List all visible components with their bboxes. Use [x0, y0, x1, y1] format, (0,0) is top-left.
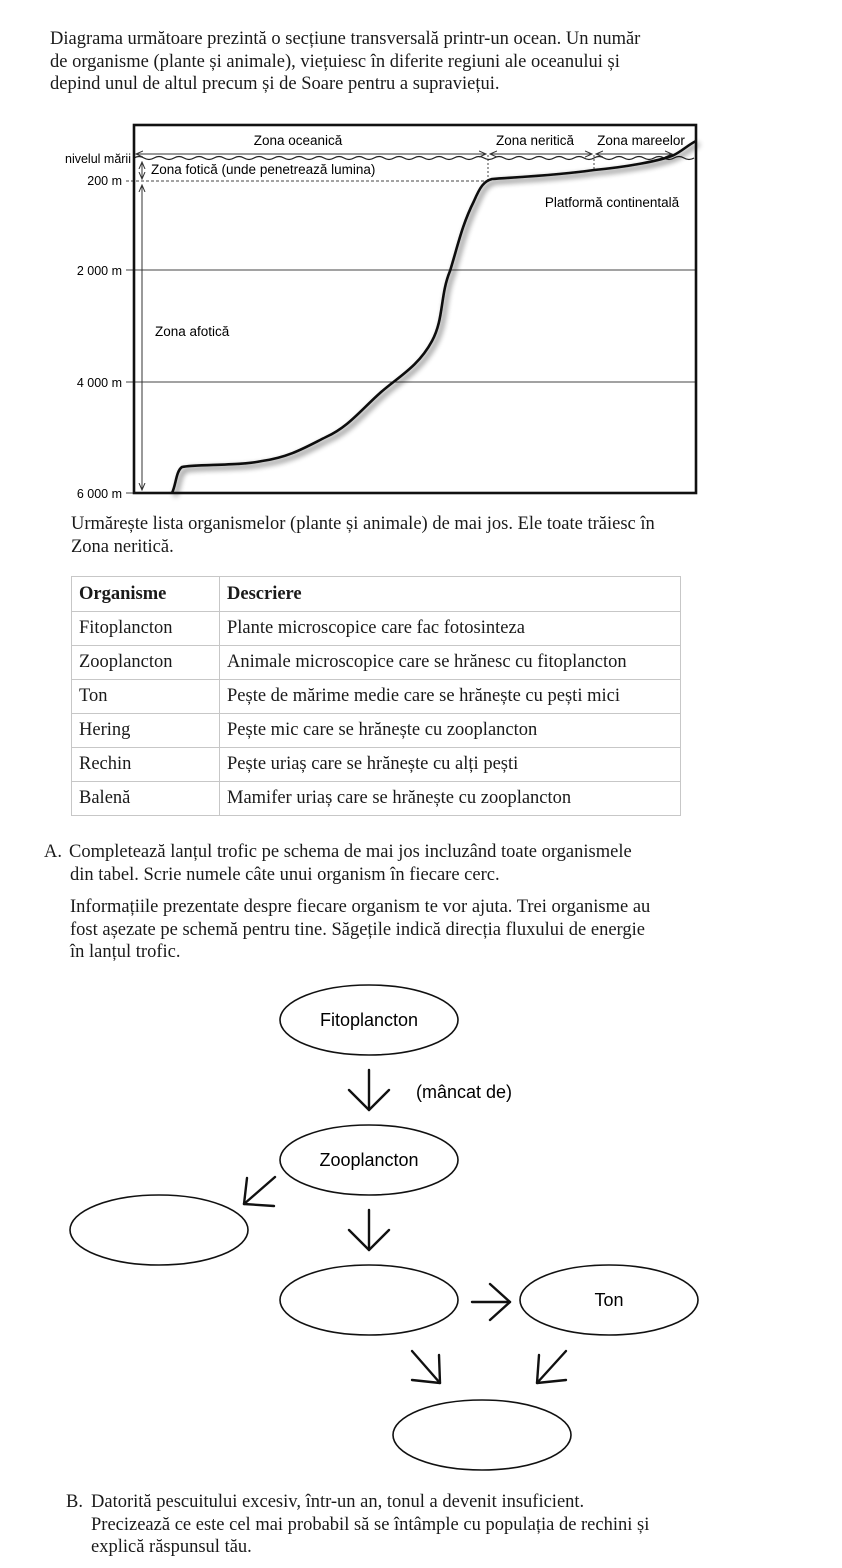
node-empty-middle[interactable] — [280, 1265, 458, 1335]
aphotic-zone-label: Zona afotică — [155, 324, 230, 339]
organism-description: Pește uriaș care se hrănește cu alți pești — [220, 748, 681, 782]
table-row — [72, 748, 681, 782]
arrow-down-left-icon — [537, 1351, 566, 1383]
info-line: Informațiile prezentate despre fiecare organism te vor ajuta. Trei organisme au — [70, 897, 651, 917]
question-b-label: B. — [66, 1492, 83, 1512]
organism-name: Ton — [72, 680, 220, 714]
table-row — [72, 782, 681, 816]
arrow-down-icon — [349, 1070, 389, 1110]
info-line: în lanțul trofic. — [70, 942, 181, 962]
arrow-down-left-icon — [244, 1177, 275, 1206]
organism-description: Plante microscopice care fac fotosinteza — [220, 612, 681, 646]
question-line: din tabel. Scrie numele câte unui organism în fiecare cerc. — [70, 864, 500, 885]
table-row — [72, 680, 681, 714]
food-chain-schema — [0, 970, 842, 1490]
depth-200-label: 200 m — [87, 174, 122, 188]
question-a-label: A. — [44, 842, 62, 862]
table-row — [72, 646, 681, 680]
organism-name: Fitoplancton — [72, 612, 220, 646]
depth-6000-label: 6 000 m — [76, 487, 122, 501]
organism-name: Hering — [72, 714, 220, 748]
column-header: Descriere — [220, 577, 681, 612]
diagram-frame — [134, 125, 696, 493]
sea-floor-profile — [172, 141, 696, 493]
organism-name: Zooplancton — [72, 646, 220, 680]
continental-shelf-label: Platformă continentală — [544, 195, 680, 210]
intro-line: de organisme (plante și animale), viețuiesc în diferite regiuni ale oceanului și — [50, 51, 620, 72]
organism-description: Pește de mărime medie care se hrănește cu pești mici — [220, 680, 681, 714]
list-intro-line: Urmărește lista organismelor (plante și animale) de mai jos. Ele toate trăiesc în — [71, 514, 655, 534]
intro-line: Diagrama următoare prezintă o secțiune transversală printr-un ocean. Un număr — [50, 29, 641, 49]
sea-surface — [134, 157, 694, 160]
organism-name: Balenă — [72, 782, 220, 816]
ocean-cross-section-diagram — [0, 115, 842, 505]
organism-description: Pește mic care se hrănește cu zooplancton — [220, 714, 681, 748]
question-line: explică răspunsul tău. — [91, 1537, 252, 1557]
table-row — [72, 612, 681, 646]
table-row — [72, 714, 681, 748]
question-a-text — [69, 841, 769, 886]
organisms-table — [71, 576, 681, 816]
arrow-right-icon — [472, 1284, 510, 1320]
organism-name: Rechin — [72, 748, 220, 782]
depth-2000-label: 2 000 m — [76, 264, 122, 278]
column-header: Organisme — [72, 577, 220, 612]
organism-description: Animale microscopice care se hrănesc cu fitoplancton — [220, 646, 681, 680]
question-a-info — [70, 896, 770, 964]
list-intro-line: Zona neritică. — [71, 536, 174, 557]
eaten-by-label: (mâncat de) — [416, 1082, 513, 1102]
arrow-down-right-icon — [412, 1351, 440, 1383]
question-line: Precizează ce este cel mai probabil să se întâmple cu populația de rechini și — [91, 1514, 650, 1535]
tidal-zone-label: Zona mareelor — [597, 133, 685, 148]
depth-4000-label: 4 000 m — [76, 376, 122, 390]
info-line: fost așezate pe schemă pentru tine. Săgețile indică direcția fluxului de energie — [70, 919, 645, 940]
intro-line: depind unul de altul precum și de Soare pentru a supraviețui. — [50, 74, 500, 94]
node-empty-left[interactable] — [70, 1195, 248, 1265]
organism-description: Mamifer uriaș care se hrănește cu zooplancton — [220, 782, 681, 816]
node-tuna-label: Ton — [594, 1290, 624, 1310]
sea-level-label: nivelul mării — [65, 152, 131, 166]
neritic-zone-label: Zona neritică — [495, 133, 575, 148]
arrow-down-icon — [349, 1210, 389, 1250]
list-intro — [71, 513, 751, 558]
intro-paragraph — [50, 28, 730, 96]
question-line: Completează lanțul trofic pe schema de mai jos incluzând toate organismele — [69, 842, 632, 862]
question-line: Datorită pescuitului excesiv, într-un an, tonul a devenit insuficient. — [91, 1492, 585, 1512]
table-header-row — [72, 577, 681, 612]
node-phytoplankton-label: Fitoplancton — [319, 1010, 419, 1030]
node-zooplankton-label: Zooplancton — [319, 1150, 419, 1170]
photic-zone-label: Zona fotică (unde penetrează lumina) — [151, 162, 376, 177]
oceanic-zone-label: Zona oceanică — [253, 133, 343, 148]
node-empty-bottom[interactable] — [393, 1400, 571, 1470]
question-b-text — [91, 1491, 791, 1559]
